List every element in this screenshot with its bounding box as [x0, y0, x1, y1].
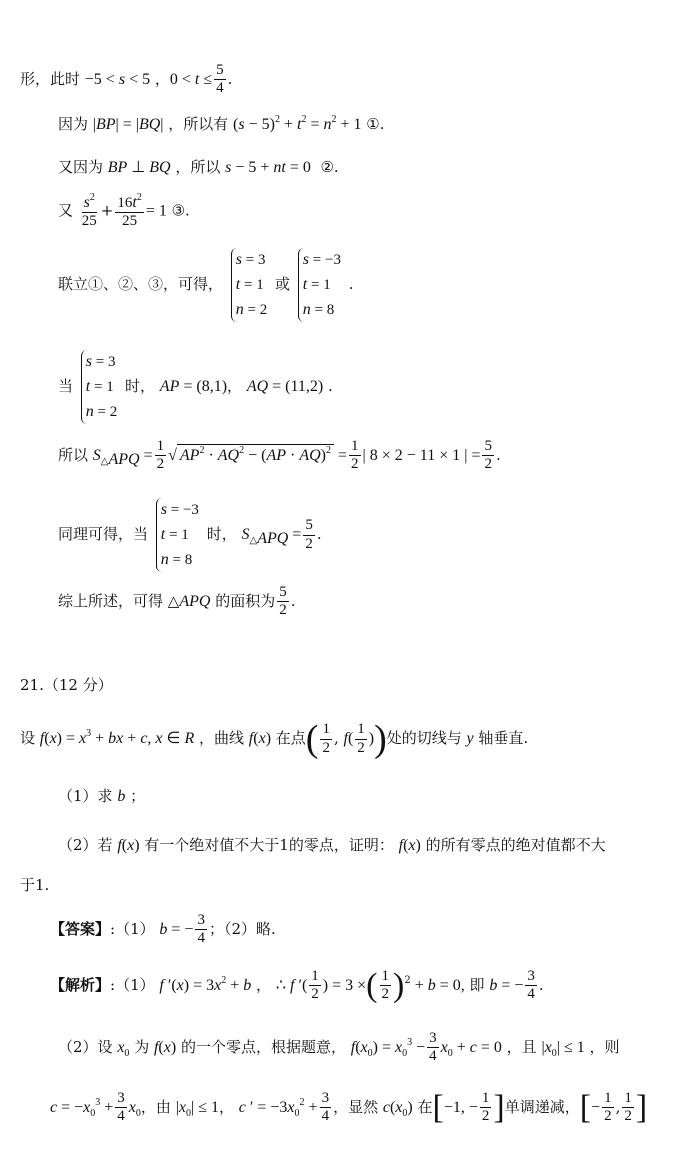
- analysis-line-1: 【解析】:（1） f $'(x) = 3x^2 + b$ ， ∴ f ′( $\frac{1}{2}$ ) = 3 ×( $\frac{1}{2}$ )$^2$ + b = 0, 即 b = − $\frac{3}{4}$ .: [50, 966, 544, 1004]
- text-line-6: 当 s = 3 t = 1 n = 2 时， AP = (8,1)， AQ = (11,2) .: [58, 350, 333, 424]
- analysis-line-2: （2）设 $x_0$ 为 f(x) 的一个零点，根据题意， $f(x_0) = x_0^3$ − $\frac{3}{4}$ $x_0 + c = 0$ ，且 $|x_0| \le 1$ ，则: [58, 1030, 620, 1065]
- text-line-9: 综上所述，可得 △APQ 的面积为 $\frac{5}{2}$ .: [58, 584, 296, 619]
- text-line-5: 联立①、②、③，可得， s = 3 t = 1 n = 2 或 s = −3 t = 1 n = 8 .: [58, 248, 354, 322]
- system-3: s = 3 t = 1 n = 2: [81, 350, 117, 424]
- analysis-line-3: $c = -x_0^3$ + $\frac{3}{4}$ $x_0$，由 $|x_0| \le 1$， c ′ = $-3x_0^2$ + $\frac{3}{4}$ ，显然 $c(x_0)$ 在[−1, − $\frac{1}{2}$ ]单调递减，[− $\frac{1}{2}$ , $\frac{1}{2}$ ]: [50, 1088, 648, 1126]
- question-2-continued: 于1.: [20, 876, 50, 894]
- system-1: s = 3 t = 1 n = 2: [231, 248, 267, 322]
- text-line-8: 同理可得，当 s = −3 t = 1 n = 8 时， $S_{\triangle APQ}$ = $\frac{5}{2}$ .: [58, 498, 322, 572]
- system-4: s = −3 t = 1 n = 8: [156, 498, 199, 572]
- text-line-3: 又因为 BP ⊥ BQ ，所以 s − 5 + nt = 0 ②.: [58, 158, 339, 176]
- text-line-4: 又 $\frac{s^2}{25}$ + $\frac{16t^2}{25}$ = 1 ③.: [58, 192, 190, 230]
- system-2: s = −3 t = 1 n = 8: [298, 248, 341, 322]
- problem-statement: 设 $f(x) = x^3$ + bx + c, x ∈ R ，曲线 f(x) 在点( $\frac{1}{2}$ , f( $\frac{1}{2}$ ))处的切线与 y 轴垂直.: [20, 718, 529, 760]
- question-2: （2）若 f(x) 有一个绝对值不大于1的零点，证明： f(x) 的所有零点的绝对值都不大: [58, 836, 606, 854]
- text-line-7: 所以 $S_{\triangle APQ}$ = $\frac{1}{2}$ √ $AP^2 \cdot AQ^2 - (AP \cdot AQ)^2$ = $\frac{1}{2}$ | 8 × 2 − 11 × 1 | = $\frac{5}{2}$ .: [58, 438, 501, 473]
- text-line-1: 形，此时 −5 < s < 5 ，0 < t ≤ $\frac{5}{4}$ .: [20, 62, 233, 97]
- answer-line: 【答案】:（1） b = − $\frac{3}{4}$ ；（2）略.: [50, 912, 276, 947]
- question-1: （1）求 b ；: [58, 787, 146, 805]
- text-line-2: 因为 |BP| = |BQ| ，所以有 $(s - 5)^2 + t^2 = n^2 + 1$ ①.: [58, 114, 385, 133]
- problem-heading: 21.（12 分）: [20, 676, 113, 694]
